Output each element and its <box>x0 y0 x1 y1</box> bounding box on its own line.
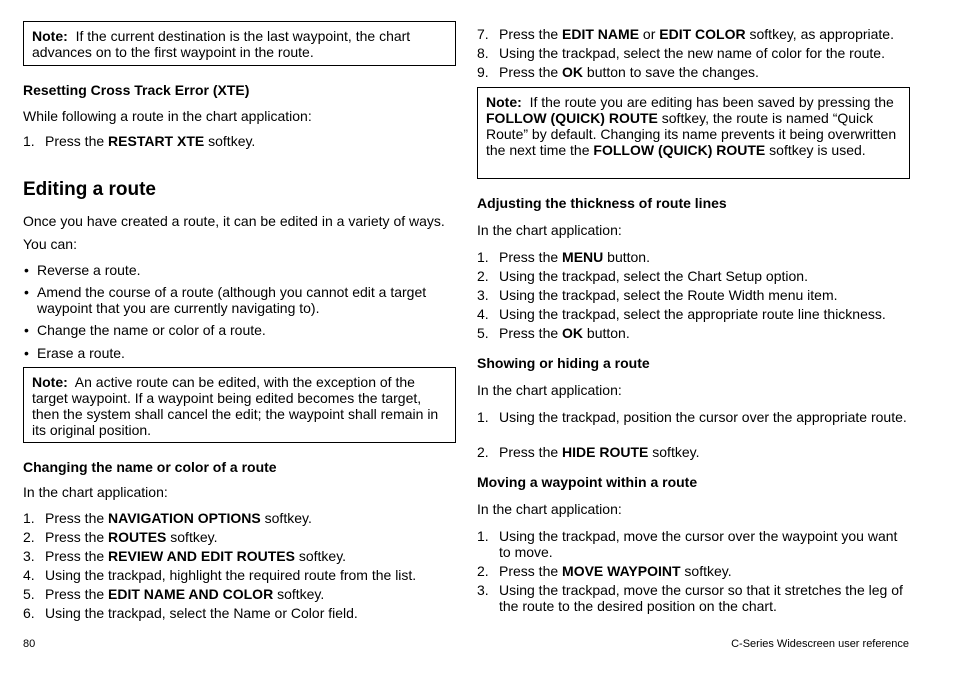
step-text: softkey. <box>648 444 700 460</box>
step-text: Press the <box>45 529 109 545</box>
step-item <box>23 548 456 564</box>
step-text: Press the <box>499 64 563 80</box>
step-number: 8. <box>477 45 489 61</box>
hide-intro: In the chart application: <box>477 382 622 398</box>
step-item <box>23 529 456 545</box>
step-item <box>23 586 456 602</box>
step-text: Using the trackpad, select the Route Width menu item. <box>499 287 838 303</box>
document-title: C-Series Widescreen user reference <box>731 638 909 650</box>
step-item <box>23 567 456 583</box>
softkey-name: FOLLOW (QUICK) ROUTE <box>593 142 766 158</box>
step-text: softkey. <box>204 133 256 149</box>
step-item <box>23 605 456 621</box>
step-text: Press the <box>45 133 109 149</box>
step-text: softkey. <box>273 586 325 602</box>
step-text: Press the <box>499 444 563 460</box>
step-text: Press the <box>499 26 563 42</box>
bullet-item: • Reverse a route. <box>24 262 141 278</box>
hide-heading: Showing or hiding a route <box>477 355 650 371</box>
step-softkey: EDIT NAME <box>562 26 640 42</box>
editing-intro: Once you have created a route, it can be edited in a variety of ways. <box>23 213 445 229</box>
thickness-heading: Adjusting the thickness of route lines <box>477 195 727 211</box>
step-text: Using the trackpad, move the cursor so that it stretches the leg of the route to the desired position on the chart. <box>499 582 903 614</box>
step-item <box>23 510 456 526</box>
step-item <box>477 287 910 303</box>
step-text: button to save the changes. <box>583 64 759 80</box>
step-text: Using the trackpad, position the cursor over the appropriate route. <box>499 409 907 425</box>
step-softkey: HIDE ROUTE <box>562 444 649 460</box>
thickness-intro: In the chart application: <box>477 222 622 238</box>
note-follow-route: Note: If the route you are editing has been saved by pressing the FOLLOW (QUICK) ROUTE softkey, the route is named “Quick Route” by default. Changing its name prevents it being overwritten the next time the FOLLOW (QUICK) ROUTE softkey is used. <box>477 87 910 179</box>
note-label: Note: <box>32 28 68 44</box>
note-active-route <box>23 367 456 443</box>
step-text: Press the <box>499 563 563 579</box>
step-text: Using the trackpad, highlight the required route from the list. <box>45 567 417 583</box>
step-text: Using the trackpad, select the new name of color for the route. <box>499 45 885 61</box>
step-number: 2. <box>477 268 489 284</box>
step-item <box>477 64 910 80</box>
step-item <box>477 528 910 560</box>
step-text: softkey. <box>294 548 347 564</box>
step-item <box>477 444 910 460</box>
step-text: softkey, as appropriate. <box>745 26 894 42</box>
step-number: 2. <box>23 529 35 545</box>
step-text: button. <box>583 325 630 341</box>
step-text: Using the trackpad, select the Chart Setup option. <box>499 268 808 284</box>
step-item <box>477 325 910 341</box>
you-can: You can: <box>23 236 77 252</box>
step-text: Using the trackpad, select the appropriate route line thickness. <box>499 306 886 322</box>
note-text: If the current destination is the last waypoint, the chart advances on to the first waypoint in the route. <box>32 28 411 60</box>
move-heading: Moving a waypoint within a route <box>477 474 698 490</box>
bullet-item: • Erase a route. <box>24 345 125 361</box>
step-text: Press the <box>45 510 109 526</box>
step-item <box>477 306 910 322</box>
step-number: 4. <box>477 306 489 322</box>
step-item <box>477 268 910 284</box>
page-number: 80 <box>23 638 36 650</box>
step-softkey: RESTART XTE <box>108 133 205 149</box>
step-number: 3. <box>23 548 35 564</box>
step-softkey: REVIEW AND EDIT ROUTES <box>108 548 295 564</box>
bullet-item: • Amend the course of a route (although you cannot edit a target waypoint that you are currently navigating to). <box>24 284 427 316</box>
step-softkey: ROUTES <box>108 529 167 545</box>
step-softkey: EDIT NAME AND COLOR <box>108 586 274 602</box>
xte-step <box>23 133 456 149</box>
step-softkey: OK <box>562 64 584 80</box>
step-text: softkey. <box>680 563 732 579</box>
step-softkey: MENU <box>562 249 604 265</box>
xte-intro: While following a route in the chart application: <box>23 108 312 124</box>
step-softkey: OK <box>562 325 584 341</box>
step-number: 9. <box>477 64 489 80</box>
note-label: Note: <box>486 94 522 110</box>
note-destination <box>23 21 456 66</box>
step-softkey: EDIT COLOR <box>659 26 746 42</box>
step-text: Press the <box>499 249 563 265</box>
step-number: 1. <box>477 528 489 544</box>
step-text: Press the <box>499 325 563 341</box>
step-text: button. <box>603 249 650 265</box>
step-number: 1. <box>477 409 489 425</box>
step-text: Press the <box>45 586 109 602</box>
step-text: softkey. <box>166 529 218 545</box>
step-item <box>477 563 910 579</box>
step-number: 1. <box>23 133 35 149</box>
step-item <box>477 26 910 42</box>
step-number: 5. <box>477 325 489 341</box>
step-number: 5. <box>23 586 35 602</box>
change-intro: In the chart application: <box>23 484 168 500</box>
step-softkey: MOVE WAYPOINT <box>562 563 681 579</box>
step-number: 4. <box>23 567 35 583</box>
step-item <box>477 582 910 614</box>
step-number: 2. <box>477 563 489 579</box>
step-text: softkey. <box>260 510 312 526</box>
note-text: An active route can be edited, with the exception of the target waypoint. If a waypoint being edited becomes the target, then the system shall cancel the edit; the waypoint shall remain in its original position. <box>32 374 439 438</box>
step-text: or <box>639 26 660 42</box>
step-text: Using the trackpad, move the cursor over the waypoint you want to move. <box>499 528 898 560</box>
step-number: 2. <box>477 444 489 460</box>
move-intro: In the chart application: <box>477 501 622 517</box>
bullet-item: • Change the name or color of a route. <box>24 322 266 338</box>
step-item <box>477 45 910 61</box>
note-label: Note: <box>32 374 68 390</box>
softkey-name: FOLLOW (QUICK) ROUTE <box>486 110 658 126</box>
step-number: 6. <box>23 605 35 621</box>
step-number: 3. <box>477 582 489 598</box>
step-softkey: NAVIGATION OPTIONS <box>108 510 261 526</box>
step-number: 1. <box>23 510 35 526</box>
change-heading: Changing the name or color of a route <box>23 459 277 475</box>
step-number: 3. <box>477 287 489 303</box>
xte-heading: Resetting Cross Track Error (XTE) <box>23 82 250 98</box>
step-item <box>477 249 910 265</box>
step-item <box>477 409 910 425</box>
step-number: 7. <box>477 26 489 42</box>
step-text: Using the trackpad, select the Name or Color field. <box>45 605 358 621</box>
step-number: 1. <box>477 249 489 265</box>
step-text: Press the <box>45 548 109 564</box>
editing-heading: Editing a route <box>23 179 156 200</box>
